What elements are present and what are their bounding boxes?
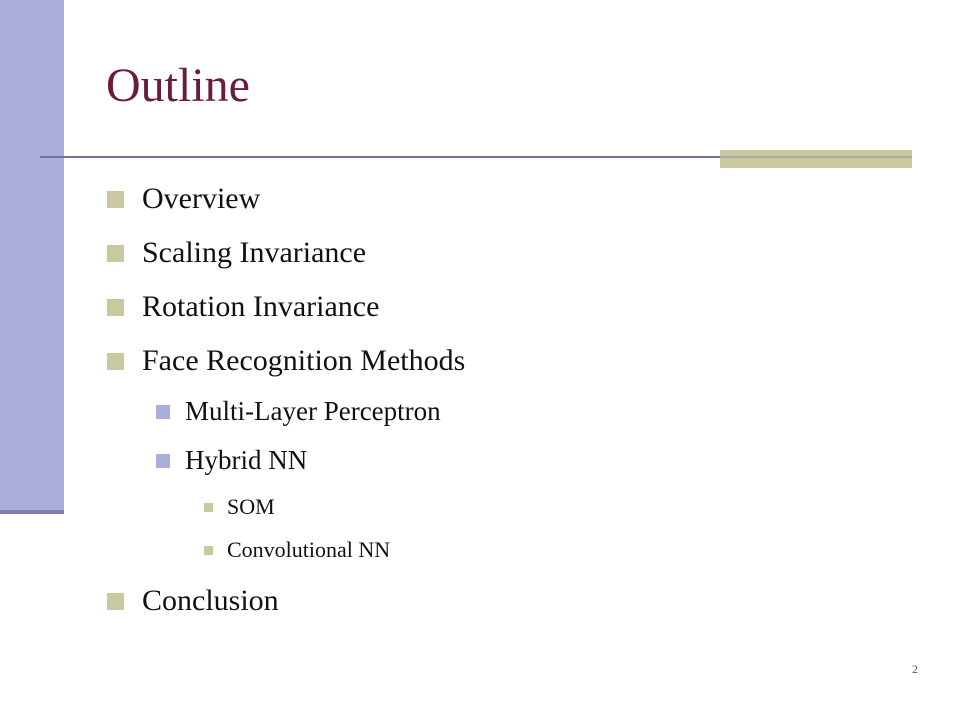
square-bullet-icon [107, 353, 124, 370]
title-underline-accent [720, 150, 912, 168]
outline-subitem-hybrid-nn [156, 445, 307, 476]
square-bullet-icon [204, 503, 213, 512]
left-accent-bar [0, 0, 64, 512]
slide-title: Outline [106, 59, 250, 112]
square-bullet-icon [156, 405, 170, 419]
title-underline-accent-line [720, 156, 912, 158]
outline-item-label: Convolutional NN [227, 537, 391, 562]
outline-item-label: Scaling Invariance [142, 236, 367, 269]
square-bullet-icon [156, 454, 170, 468]
left-accent-bar-shadow [0, 510, 64, 514]
outline-item-rotation-invariance [107, 290, 379, 324]
square-bullet-icon [107, 245, 124, 262]
slide-number: 2 [912, 662, 918, 676]
square-bullet-icon [204, 546, 213, 555]
outline-subitem-multi-layer-perceptron [156, 396, 441, 427]
outline-item-label: Overview [142, 182, 261, 215]
outline-item-label: Rotation Invariance [142, 290, 380, 323]
outline-item-label: Face Recognition Methods [142, 344, 466, 377]
outline-subsubitem-som [204, 494, 275, 520]
outline-item-label: Hybrid NN [185, 445, 308, 475]
outline-item-label: Multi-Layer Perceptron [185, 396, 441, 426]
outline-item-label: SOM [227, 494, 275, 519]
outline-item-label: Conclusion [142, 584, 279, 617]
square-bullet-icon [107, 593, 124, 610]
outline-item-face-recognition-methods [107, 344, 465, 378]
outline-item-scaling-invariance [107, 236, 366, 270]
square-bullet-icon [107, 299, 124, 316]
outline-subsubitem-convolutional-nn [204, 537, 390, 563]
outline-item-overview [107, 182, 260, 216]
outline-item-conclusion [107, 584, 279, 618]
square-bullet-icon [107, 191, 124, 208]
